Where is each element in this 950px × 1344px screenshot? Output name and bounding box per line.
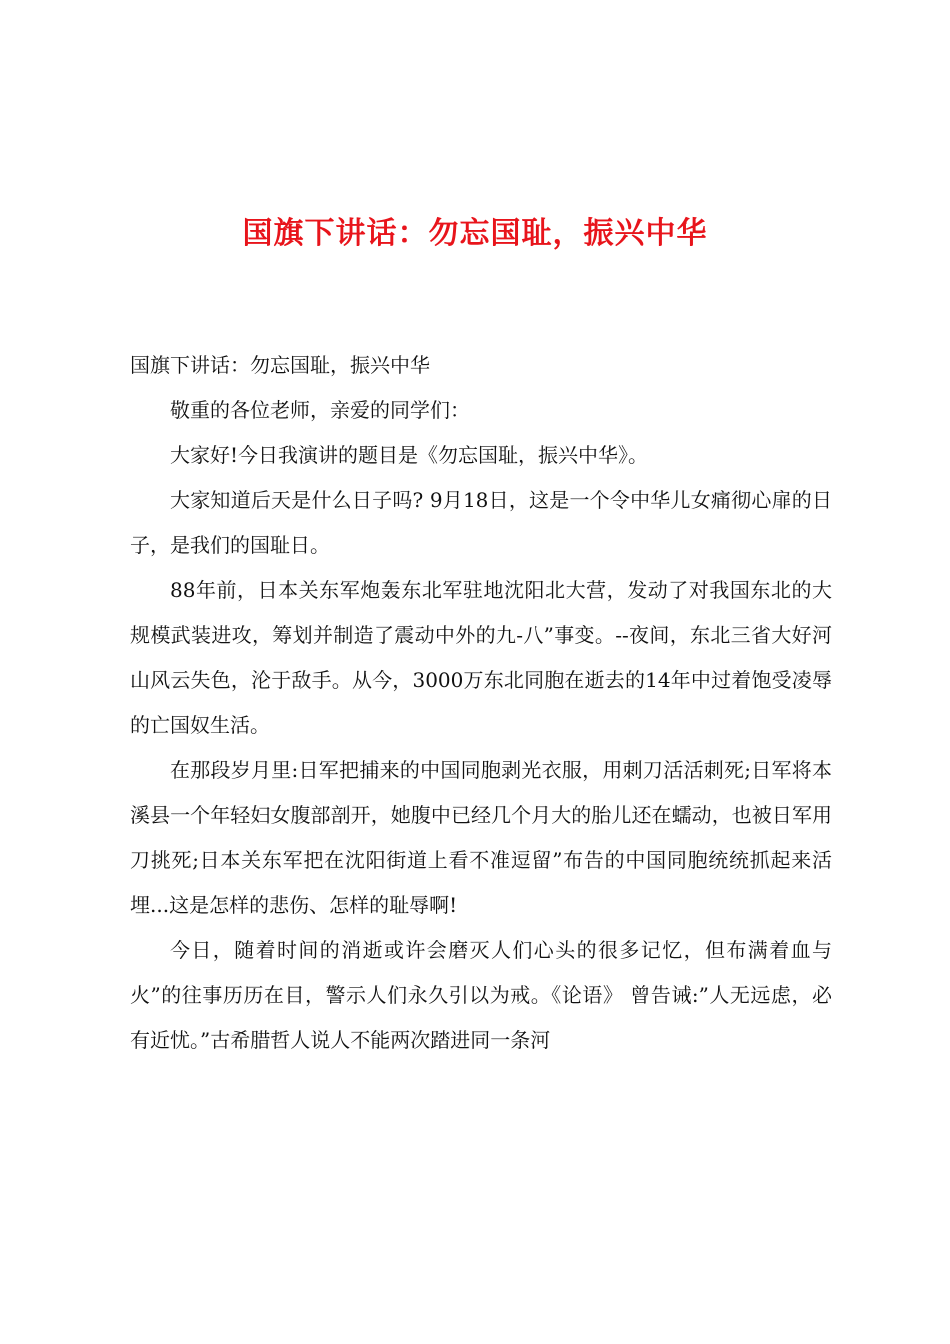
- paragraph-date: 大家知道后天是什么日子吗? 9月18日，这是一个令中华儿女痛彻心扉的日子，是我们的国耻日。: [130, 488, 832, 557]
- paragraph-lesson: 今日，随着时间的消逝或许会磨灭人们心头的很多记忆，但布满着血与火”的往事历历在目，警示人们永久引以为戒。《论语》 曾告诫:”人无远虑，必有近忧。”古希腊哲人说人不能两次踏进同一条河: [130, 938, 832, 1052]
- paragraph-intro: 大家好!今日我演讲的题目是《勿忘国耻，振兴中华》。: [170, 443, 649, 467]
- paragraph-greeting: 敬重的各位老师，亲爱的同学们：: [170, 398, 470, 422]
- document-title: 国旗下讲话：勿忘国耻，振兴中华: [242, 216, 708, 251]
- document-body: [130, 343, 832, 1063]
- paragraph-atrocities: 在那段岁月里:日军把捕来的中国同胞剥光衣服，用刺刀活活刺死;日军将本溪县一个年轻妇女腹部剖开，她腹中已经几个月大的胎儿还在蠕动，也被日军用刀挑死;日本关东军把在沈阳街道上看不准逗留”布告的中国同胞统统抓起来活埋...这是怎样的悲伤、怎样的耻辱啊!: [130, 758, 832, 917]
- paragraph-history: 88年前，日本关东军炮轰东北军驻地沈阳北大营，发动了对我国东北的大规模武装进攻，筹划并制造了震动中外的九-八”事变。--夜间，东北三省大好河山风云失色，沦于敌手。从今，3000万东北同胞在逝去的14年中过着饱受凌辱的亡国奴生活。: [130, 578, 832, 737]
- paragraph-heading: 国旗下讲话：勿忘国耻，振兴中华: [130, 353, 430, 377]
